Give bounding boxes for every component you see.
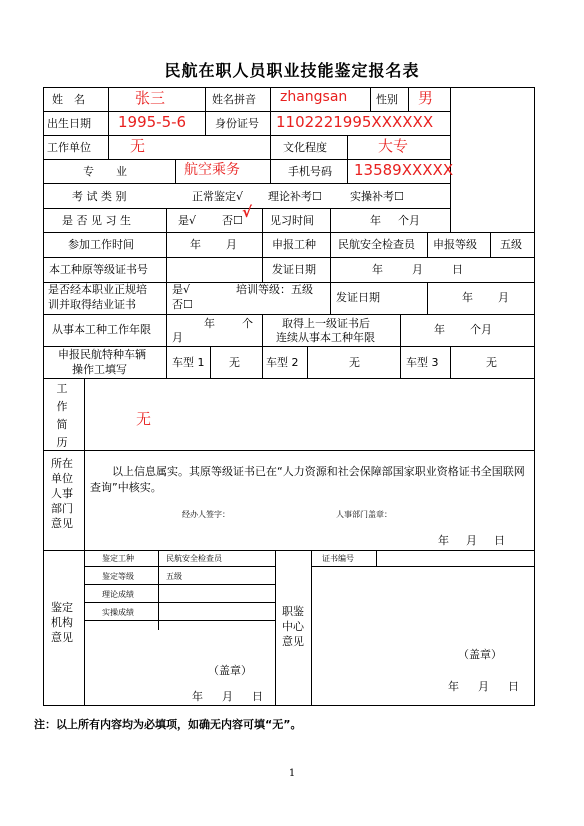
car2-value[interactable]: 无	[349, 356, 360, 369]
major-label: 专 业	[83, 165, 127, 178]
footer-note: 注：以上所有内容均为必填项，如确无内容可填“无”。	[34, 718, 302, 731]
apply-type-label: 申报工种	[272, 238, 316, 251]
hr-day: 日	[494, 534, 505, 547]
intern-time-year: 年	[370, 214, 381, 227]
dob-value[interactable]: 1995-5-6	[118, 113, 187, 131]
training-label-line1: 是否经本职业正规培	[48, 283, 147, 296]
training-level: 培训等级：五级	[236, 283, 313, 296]
resume-label: 工作简历	[56, 382, 68, 449]
intern-no-option[interactable]: 否☐	[222, 214, 243, 227]
hr-seal: 人事部门盖章：	[336, 510, 392, 519]
vehicle-label-line1: 申报民航特种车辆	[58, 348, 146, 361]
hr-label: 所在单位人事部门意见	[51, 457, 73, 530]
intern-yes-option[interactable]: 是√	[178, 214, 197, 227]
name-label: 姓 名	[52, 93, 85, 106]
org-label: 鉴定机构意见	[51, 601, 73, 644]
issue-date-label: 发证日期	[272, 263, 316, 276]
id-label: 身份证号	[215, 117, 259, 130]
org-seal: （盖章）	[208, 664, 252, 677]
intern-time-months: 个月	[398, 214, 420, 227]
major-value[interactable]: 航空乘务	[184, 162, 240, 178]
hr-statement: 以上信息属实。其原等级证书已在“人力资源和社会保障部国家职业资格证书全国联网查询”中核实。	[90, 465, 525, 494]
center-year: 年	[448, 680, 459, 693]
orig-cert-label: 本工种原等级证书号	[49, 263, 148, 276]
join-label: 参加工作时间	[68, 238, 134, 251]
org-type-label: 鉴定工种	[102, 554, 134, 563]
hr-month: 月	[466, 534, 477, 547]
join-month: 月	[226, 238, 237, 251]
resume-value[interactable]: 无	[136, 410, 152, 428]
gender-label: 性别	[376, 93, 398, 106]
pinyin-label: 姓名拼音	[212, 93, 256, 106]
training-yes-option[interactable]: 是√	[172, 283, 191, 296]
work-years-month-char: 月	[172, 331, 183, 344]
car3-value[interactable]: 无	[486, 356, 497, 369]
center-month: 月	[478, 680, 489, 693]
org-month: 月	[222, 690, 233, 703]
org-practice-label: 实操成绩	[102, 608, 134, 617]
training-issue-date-label: 发证日期	[336, 291, 380, 304]
gender-value[interactable]: 男	[418, 89, 434, 107]
edu-label: 文化程度	[283, 141, 327, 154]
org-type-value: 民航安全检查员	[166, 554, 222, 563]
issue-day: 日	[452, 263, 463, 276]
name-value[interactable]: 张三	[135, 89, 166, 107]
employer-value[interactable]: 无	[130, 137, 146, 155]
after-cert-label-line2: 连续从事本工种年限	[276, 331, 375, 344]
org-day: 日	[252, 690, 263, 703]
phone-label: 手机号码	[288, 165, 332, 178]
intern-time-label: 见习时间	[270, 214, 314, 227]
exam-type-label: 考 试 类 别	[72, 190, 127, 203]
edu-value[interactable]: 大专	[378, 137, 409, 155]
id-value[interactable]: 1102221995XXXXXX	[276, 113, 434, 131]
exam-type-theory-option[interactable]: 理论补考☐	[268, 190, 322, 203]
exam-type-practice-option[interactable]: 实操补考☐	[350, 190, 404, 203]
page-title: 民航在职人员职业技能鉴定报名表	[164, 61, 420, 80]
training-issue-month: 月	[498, 291, 509, 304]
apply-level-label: 申报等级	[433, 238, 477, 251]
car2-label: 车型 2	[266, 356, 299, 369]
org-theory-label: 理论成绩	[102, 590, 134, 599]
pinyin-value[interactable]: zhangsan	[280, 89, 348, 105]
training-issue-year: 年	[462, 291, 473, 304]
employer-label: 工作单位	[47, 141, 91, 154]
apply-type-value[interactable]: 民航安全检查员	[338, 238, 415, 251]
work-years-months: 个	[242, 317, 253, 330]
page-number: 1	[288, 768, 296, 779]
after-cert-year: 年	[434, 323, 445, 336]
work-years-year: 年	[204, 317, 215, 330]
issue-month: 月	[412, 263, 423, 276]
training-label-line2: 训并取得结业证书	[48, 298, 136, 311]
join-year: 年	[190, 238, 201, 251]
after-cert-label-line1: 取得上一级证书后	[282, 317, 370, 330]
dob-label: 出生日期	[47, 117, 91, 130]
issue-year: 年	[372, 263, 383, 276]
center-seal: （盖章）	[458, 648, 502, 661]
center-day: 日	[508, 680, 519, 693]
org-level-label: 鉴定等级	[102, 572, 134, 581]
intern-check-mark: √	[242, 203, 253, 221]
vehicle-label-line2: 操作工填写	[72, 363, 127, 376]
after-cert-months: 个月	[470, 323, 492, 336]
exam-type-normal-option[interactable]: 正常鉴定√	[192, 190, 244, 203]
work-years-label: 从事本工种工作年限	[52, 323, 151, 336]
apply-level-value[interactable]: 五级	[500, 238, 522, 251]
center-label: 职鉴中心意见	[282, 605, 304, 648]
car1-label: 车型 1	[172, 356, 205, 369]
hr-year: 年	[438, 534, 449, 547]
phone-value[interactable]: 13589XXXXX	[354, 161, 454, 179]
org-year: 年	[192, 690, 203, 703]
car1-value[interactable]: 无	[229, 356, 240, 369]
intern-label: 是 否 见 习 生	[62, 214, 131, 227]
car3-label: 车型 3	[406, 356, 439, 369]
training-no-option[interactable]: 否☐	[172, 298, 193, 311]
center-cert-label: 证书编号	[322, 554, 354, 563]
org-level-value: 五级	[166, 572, 182, 581]
hr-handler-sign: 经办人签字：	[182, 510, 230, 519]
